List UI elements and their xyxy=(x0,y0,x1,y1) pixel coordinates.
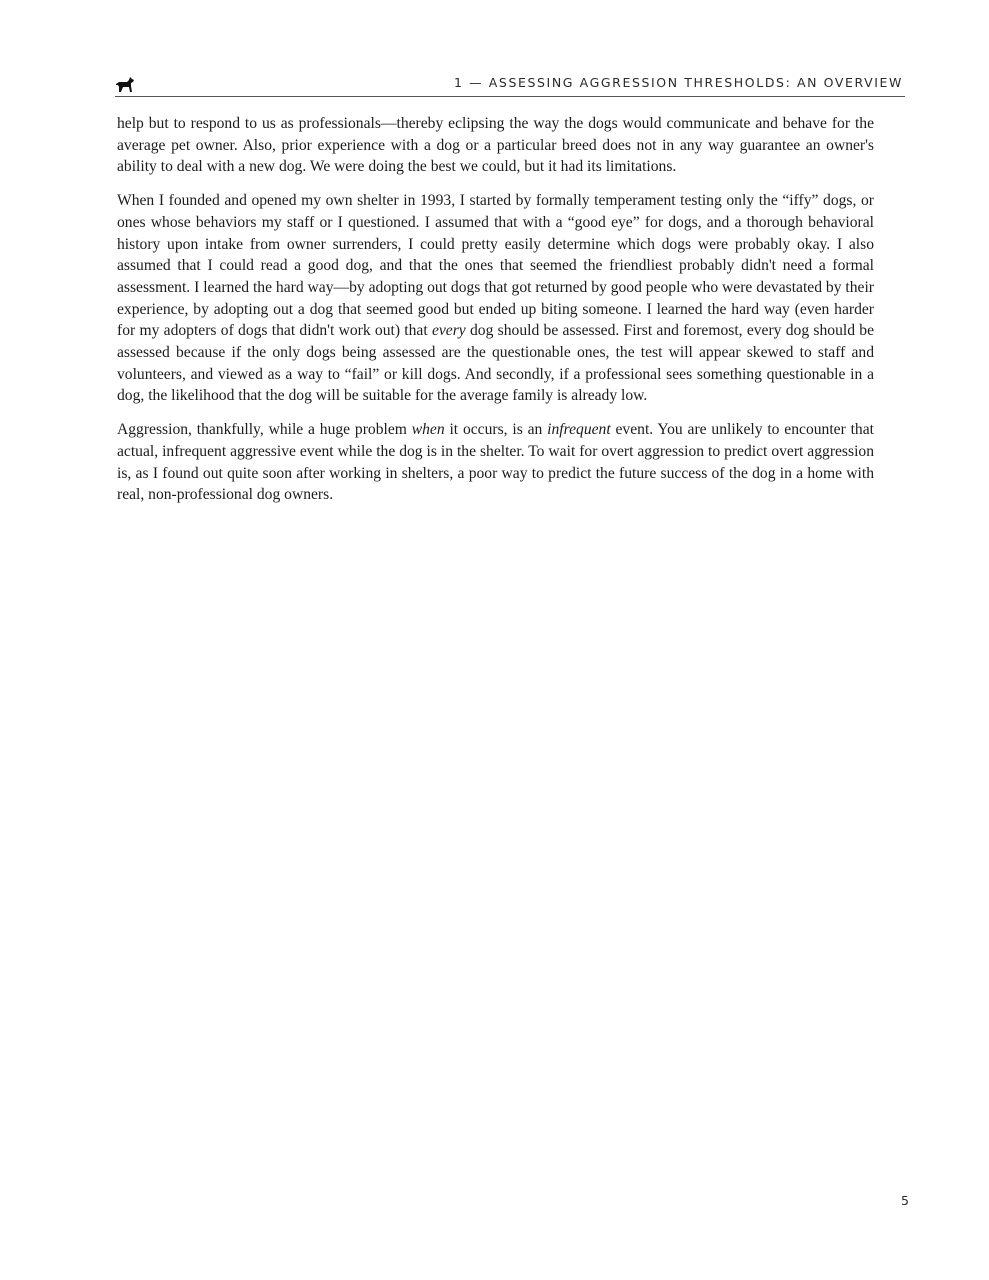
paragraph xyxy=(117,190,874,407)
page-number: 5 xyxy=(901,1193,909,1208)
dog-icon xyxy=(115,77,135,93)
paragraph-text: help but to respond to us as professionals—thereby eclipsing the way the dogs would communicate and behave for the average pet owner. Also, prior experience with a dog or a particular breed does not in any way guarantee an owner's ability to deal with a new dog. We were doing the best we could, but it had its limitations. xyxy=(117,115,874,176)
paragraph-text: it occurs, is an xyxy=(444,421,548,439)
paragraph-text: dog should be assessed. First and foremost, every dog should be assessed because if the only dogs being assessed are the questionable ones, the test will appear skewed to staff and volunteers, and viewed as a way to “fail” or kill dogs. And secondly, if a professional sees something questionable in a dog, the likelihood that the dog will be suitable for the average family is already low. xyxy=(117,322,874,405)
paragraph-text: event. You are unlikely to encounter that actual, infrequent aggressive event while the dog is in the shelter. To wait for overt aggression to predict overt aggression is, as I found out quite soon after working in shelters, a poor way to predict the future success of the dog in a home with real, non-professional dog owners. xyxy=(117,421,874,504)
emphasis: when xyxy=(411,421,445,439)
body-text xyxy=(117,113,874,518)
paragraph-text: When I founded and opened my own shelter in 1993, I started by formally temperament testing only the “iffy” dogs, or ones whose behaviors my staff or I questioned. I assumed that with a “good eye” for dogs, and a thorough behavioral history upon intake from owner surrenders, I could pretty easily determine which dogs were probably okay. I also assumed that I could read a good dog, and that the ones that seemed the friendliest probably didn't need a formal assessment. I learned the hard way—by adopting out dogs that got returned by good people who were devastated by their experience, by adopting out a dog that seemed good but ended up biting someone. I learned the hard way (even harder for my adopters of dogs that didn't work out) that xyxy=(117,192,874,340)
emphasis: infrequent xyxy=(547,421,611,439)
paragraph xyxy=(117,419,874,506)
running-header xyxy=(115,74,905,97)
paragraph-text: Aggression, thankfully, while a huge problem xyxy=(117,421,412,439)
chapter-title: 1 — ASSESSING AGGRESSION THRESHOLDS: AN OVERVIEW xyxy=(453,75,903,90)
emphasis: every xyxy=(431,322,466,340)
paragraph xyxy=(117,113,874,178)
